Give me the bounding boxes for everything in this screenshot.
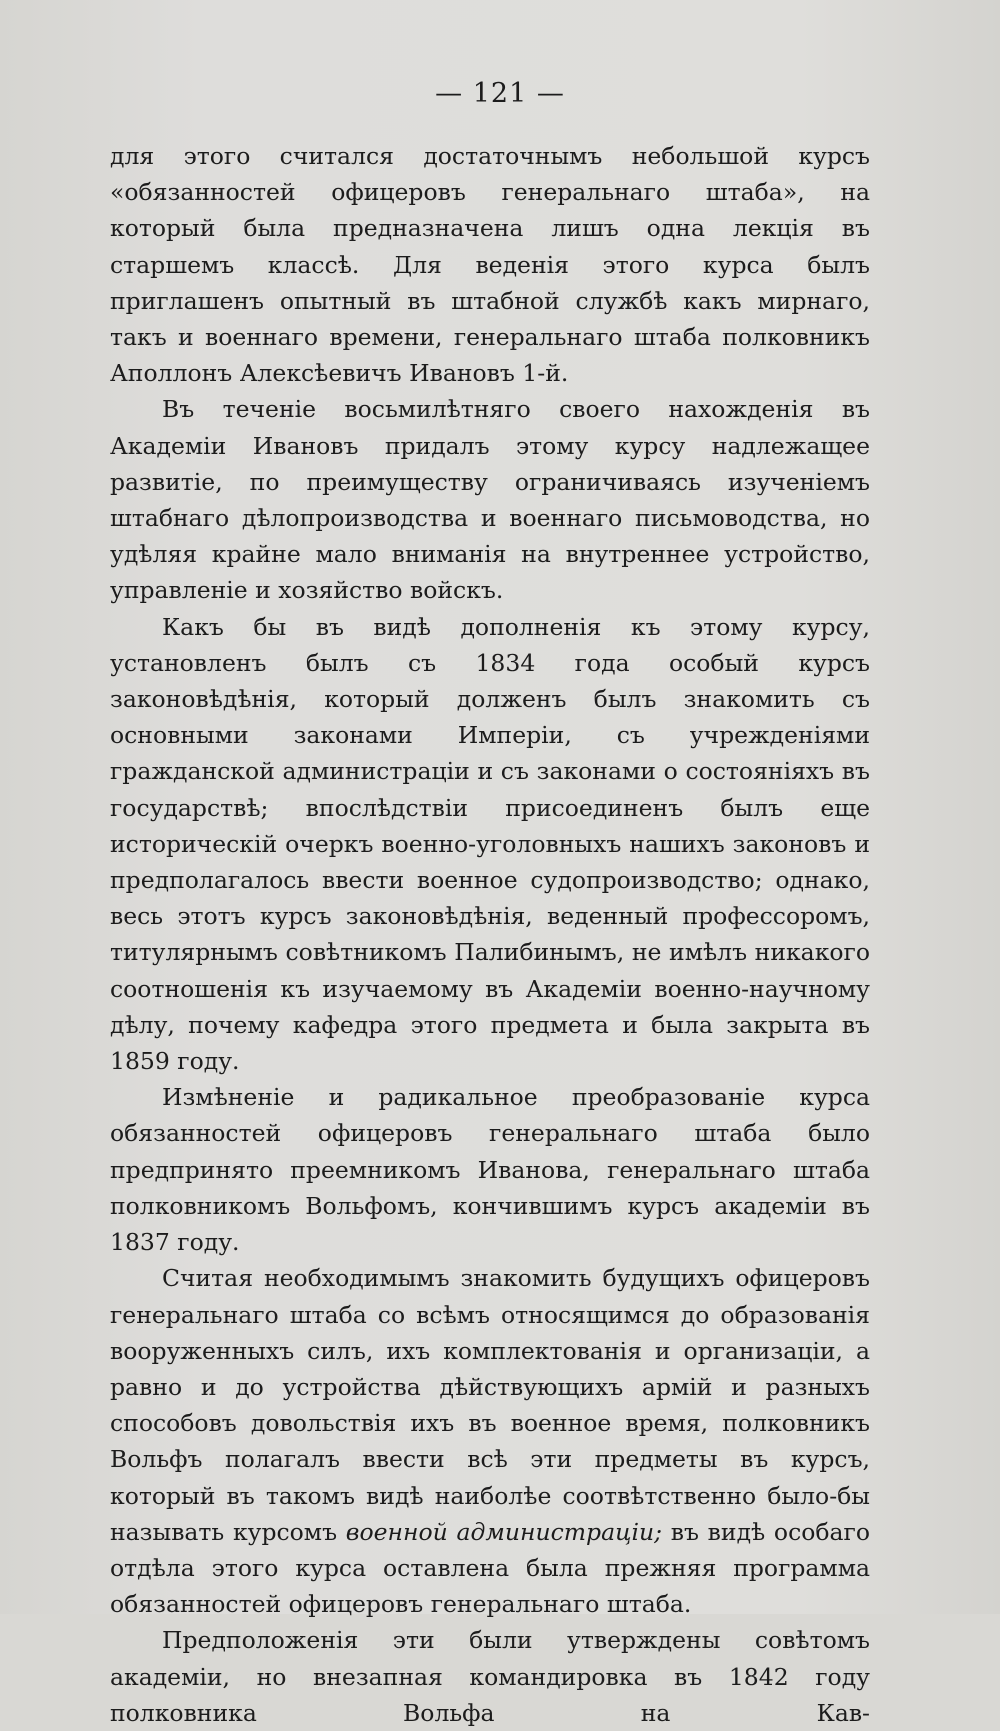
paragraph-5-text-before: Считая необходимымъ знакомить будущихъ офицеровъ генеральнаго штаба со всѣмъ относящимся до образованія вооруженныхъ силъ, ихъ комплектованія и организаціи, а равно и до устройства дѣйствующихъ армій и разныхъ способовъ довольствія ихъ въ военное время, полковникъ Вольфъ полагалъ ввести всѣ эти предметы въ курсъ, который въ такомъ видѣ наиболѣе соотвѣтственно было-бы называть курсомъ — [110, 1264, 870, 1546]
paragraph-5 — [110, 1260, 870, 1622]
paragraph-5-text-after: въ видѣ особаго отдѣла этого курса оставлена была прежняя программа обязанностей офицеровъ генеральнаго штаба. — [110, 1517, 870, 1619]
paragraph-5-emphasis: военной администраціи; — [345, 1517, 663, 1546]
page-number: — 121 — — [435, 78, 565, 109]
paragraph-3: Какъ бы въ видѣ дополненія къ этому курсу, установленъ былъ съ 1834 года особый курсъ законовѣдѣнія, который долженъ былъ знакомить съ основными законами Имперіи, съ учрежденіями гражданской администраціи и съ законами о состояніяхъ въ государствѣ; впослѣдствіи присоединенъ былъ еще историческій очеркъ военно-уголовныхъ нашихъ законовъ и предполагалось ввести военное судопроизводство; однако, весь этотъ курсъ законовѣдѣнія, веденный профессоромъ, титулярнымъ совѣтникомъ Палибинымъ, не имѣлъ никакого соотношенія къ изучаемому въ Академіи военно-научному дѣлу, почему кафедра этого предмета и была закрыта въ 1859 году. — [110, 612, 870, 1076]
paragraph-2: Въ теченіе восьмилѣтняго своего нахожденія въ Академіи Ивановъ придалъ этому курсу надлежащее развитіе, по преимуществу ограничиваясь изученіемъ штабнаго дѣлопроизводства и военнаго письмоводства, но удѣляя крайне мало вниманія на внутреннее устройство, управленіе и хозяйство войскъ. — [110, 395, 870, 605]
paragraph-1: для этого считался достаточнымъ небольшой курсъ «обязанностей офицеровъ генеральнаго штаба», на который была предназначена лишъ одна лекція въ старшемъ классѣ. Для веденія этого курса былъ приглашенъ опытный въ штабной службѣ какъ мирнаго, такъ и военнаго времени, генеральнаго штаба полковникъ Аполлонъ Алексѣевичъ Ивановъ 1-й. — [110, 142, 870, 388]
paragraph-6: Предположенія эти были утверждены совѣтомъ академіи, но внезапная командировка въ 1842 году полковника Вольфа на Кав- — [110, 1626, 870, 1727]
paragraph-4: Измѣненіе и радикальное преобразованіе курса обязанностей офицеровъ генеральнаго штаба было предпринято преемникомъ Иванова, генеральнаго штаба полковникомъ Вольфомъ, кончившимъ курсъ академіи въ 1837 году. — [110, 1083, 870, 1257]
body-text — [110, 138, 870, 1731]
